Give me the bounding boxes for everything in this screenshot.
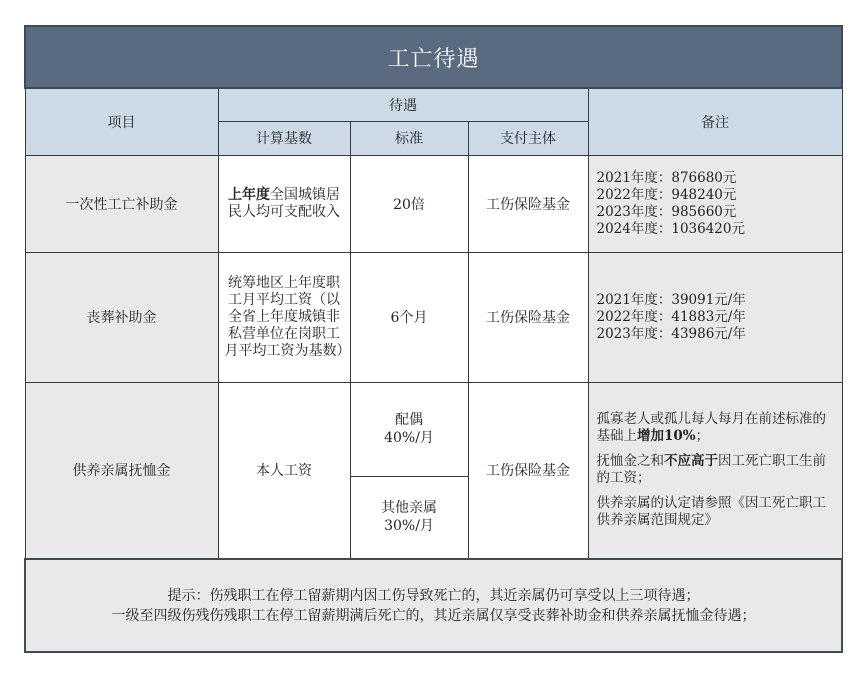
table-title: 工亡待遇: [25, 26, 842, 88]
remark-paragraph: [597, 453, 834, 487]
header-remark: 备注: [588, 88, 842, 155]
remark-line: 2024年度：1036420元: [596, 220, 745, 237]
row-item-label: 丧葬补助金: [25, 252, 218, 382]
remark-text: ；: [695, 428, 710, 445]
table-row: [25, 252, 842, 382]
header-basis: 计算基数: [218, 121, 350, 155]
remark-text: 孤寡老人或孤儿每人每月在前述标准的基础上: [596, 411, 826, 445]
row-basis: 统筹地区上年度职工月平均工资（以全省上年度城镇非私营单位在岗职工月平均工资为基数）: [218, 252, 350, 382]
remark-paragraph: [597, 411, 834, 445]
row-remarks: [588, 252, 842, 382]
row-standard: 6个月: [350, 252, 468, 382]
row-payer: 工伤保险基金: [468, 382, 588, 559]
standard-value: 40%/月: [384, 430, 434, 446]
header-standard: 标准: [350, 121, 468, 155]
remark-paragraph: 供养亲属的认定请参照《因工死亡职工供养亲属范围规定》: [596, 495, 826, 529]
remark-line: 2022年度：948240元: [596, 186, 737, 203]
row-payer: 工伤保险基金: [468, 252, 588, 382]
remark-line: 2023年度：985660元: [596, 203, 737, 220]
footer-line: 一级至四级伤残伤残职工在停工留薪期满后死亡的，其近亲属仅享受丧葬补助金和供养亲属抚恤金待遇；: [111, 607, 756, 624]
row-payer: 工伤保险基金: [468, 155, 588, 252]
row-item-label: 一次性工亡补助金: [25, 155, 218, 252]
work-death-benefits-table: [24, 25, 843, 653]
remark-line: 2021年度：39091元/年: [596, 291, 746, 308]
basis-text: 全国城镇居民人均可支配收入: [228, 186, 340, 220]
table-row: [25, 382, 842, 476]
benefits-table-container: [24, 25, 841, 653]
standard-value: 30%/月: [384, 518, 434, 535]
remark-line: 2022年度：41883元/年: [596, 308, 746, 325]
row-standard-other: [350, 476, 468, 559]
standard-label: 其他亲属: [381, 500, 437, 517]
remark-bold-text: 增加10%: [637, 428, 696, 445]
footer-line: 提示：伤残职工在停工留薪期内因工伤导致死亡的，其近亲属仍可享受以上三项待遇；: [167, 587, 700, 604]
row-remarks: [588, 382, 842, 559]
row-standard-spouse: [350, 382, 468, 476]
remark-text: 因工死亡职工生前的工资；: [596, 453, 826, 487]
row-standard: 20倍: [350, 155, 468, 252]
basis-bold-text: 上年度: [228, 186, 270, 203]
table-row: [25, 155, 842, 252]
header-item: 项目: [25, 88, 218, 155]
row-remarks: [588, 155, 842, 252]
header-payer: 支付主体: [468, 121, 588, 155]
row-basis: [218, 155, 350, 252]
remark-bold-text: 不应高于: [664, 453, 718, 470]
header-treatment: 待遇: [218, 88, 588, 121]
row-basis: 本人工资: [218, 382, 350, 559]
footer-note: [25, 559, 842, 652]
standard-label: 配偶: [395, 412, 423, 428]
remark-line: 2023年度：43986元/年: [596, 325, 746, 342]
remark-text: 抚恤金之和: [596, 453, 664, 470]
remark-line: 2021年度：876680元: [596, 169, 737, 186]
row-item-label: 供养亲属抚恤金: [25, 382, 218, 559]
